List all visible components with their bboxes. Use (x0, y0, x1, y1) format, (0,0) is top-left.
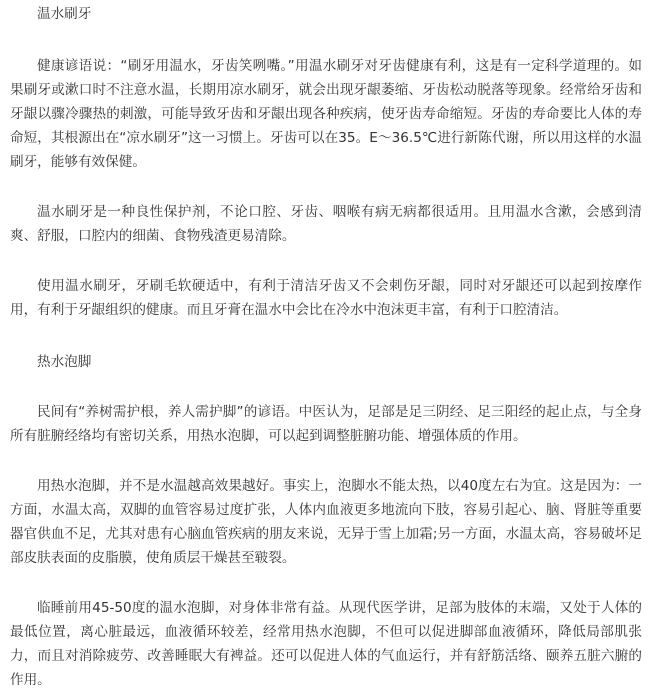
paragraph: 民间有“养树需护根，养人需护脚”的谚语。中医认为，足部是足三阴经、足三阳经的起止点，与全身所有脏腑经络均有密切关系，用热水泡脚，可以起到调整脏腑功能、增强体质的作用。 (10, 404, 642, 444)
paragraph: 温水刷牙是一种良性保护剂，不论口腔、牙齿、咽喉有病无病都很适用。且用温水含漱，会感到清爽、舒服，口腔内的细菌、食物残渣更易清除。 (10, 204, 642, 244)
section-title-warm-water-brushing: 温水刷牙 (37, 6, 92, 22)
paragraph: 临睡前用45-50度的温水泡脚，对身体非常有益。从现代医学讲，足部为肢体的末端，又处于人体的最低位置，离心脏最远，血液循环较差，经常用热水泡脚，不但可以促进脚部血液循环，降低局部肌张力，而且对消除疲劳、改善睡眠大有裨益。还可以促进人体的气血运行，并有舒筋活络、颐养五脏六腑的作用。 (10, 600, 642, 688)
paragraph: 用热水泡脚，并不是水温越高效果越好。事实上，泡脚水不能太热，以40度左右为宜。这是因为：一方面，水温太高，双脚的血管容易过度扩张，人体内血液更多地流向下肢，容易引起心、脑、肾脏等重要器官供血不足，尤其对患有心脑血管疾病的朋友来说，无异于雪上加霜;另一方面，水温太高，容易破坏足部皮肤表面的皮脂膜，使角质层干燥甚至皲裂。 (10, 478, 642, 566)
paragraph: 健康谚语说：“刷牙用温水，牙齿笑咧嘴。”用温水刷牙对牙齿健康有利，这是有一定科学道理的。如果刷牙或漱口时不注意水温，长期用凉水刷牙，就会出现牙龈萎缩、牙齿松动脱落等现象。经常给牙齿和牙龈以骤冷骤热的刺激，可能导致牙齿和牙龈出现各种疾病，使牙齿寿命缩短。牙齿的寿命要比人体的寿命短，其根源出在“凉水刷牙”这一习惯上。牙齿可以在35。E～36.5℃进行新陈代谢，所以用这样的水温刷牙，能够有效保健。 (10, 58, 642, 170)
section-title-hot-water-foot-soak: 热水泡脚 (37, 354, 92, 370)
article-body (10, 0, 642, 692)
paragraph: 使用温水刷牙，牙刷毛软硬适中，有利于清洁牙齿又不会刺伤牙龈，同时对牙龈还可以起到按摩作用，有利于牙龈组织的健康。而且牙膏在温水中会比在冷水中泡沫更丰富，有利于口腔清洁。 (10, 278, 642, 318)
